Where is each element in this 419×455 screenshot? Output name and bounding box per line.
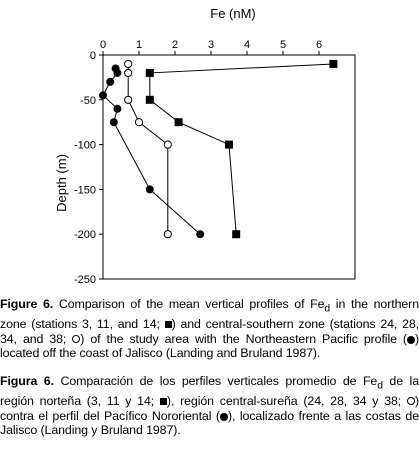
data-point-open-circle <box>164 231 171 238</box>
data-point-filled-circle <box>146 185 154 193</box>
caption-es-text-2: de la región norteña (3, 11 y 14; <box>0 374 419 409</box>
y-tick-label: -250 <box>73 274 96 286</box>
data-point-filled-circle <box>110 118 118 126</box>
data-point-square <box>146 69 154 77</box>
caption-en-text-1: Comparison of the mean vertical profiles of Fe <box>53 297 325 311</box>
filled-square-symbol <box>165 321 172 328</box>
x-tick-label: 5 <box>279 39 287 51</box>
caption-es-text-3: ), región central-sureña (24, 28, 34 y 38; <box>166 394 407 409</box>
plot-frame <box>103 55 355 279</box>
data-point-square <box>175 118 183 126</box>
filled-circle-symbol <box>407 336 415 344</box>
series-line <box>150 64 334 234</box>
y-tick-label: -50 <box>80 94 96 107</box>
filled-circle-symbol <box>220 413 228 421</box>
x-tick-label: 2 <box>171 39 179 51</box>
data-point-open-circle <box>164 141 171 148</box>
series-open-circle <box>125 60 172 237</box>
data-point-open-circle <box>125 96 132 103</box>
data-point-square <box>232 230 240 238</box>
filled-square-symbol <box>160 398 167 405</box>
x-tick-label: 4 <box>243 39 251 51</box>
data-point-square <box>329 60 337 68</box>
y-axis-label: Depth (m) <box>54 154 69 212</box>
caption-en-text-5: ) located off the coast of Jalisco (Landing and Bruland 1987). <box>0 331 419 361</box>
caption-es-sub: d <box>377 380 383 392</box>
data-point-square <box>146 96 154 104</box>
data-point-filled-circle <box>99 91 107 99</box>
x-tick-label: 6 <box>315 39 323 51</box>
series-layer <box>99 60 337 238</box>
x-tick-label: 1 <box>135 39 143 51</box>
caption-spanish <box>0 374 419 438</box>
open-circle-symbol <box>407 397 415 405</box>
series-line <box>128 64 168 234</box>
series-line <box>103 68 200 234</box>
caption-es-text-4: ) contra el perfil del Pacífico Nororiental ( <box>0 394 419 423</box>
caption-es-text-1: Comparación de los perfiles verticales promedio de Fe <box>53 374 378 388</box>
data-point-filled-circle <box>196 230 204 238</box>
x-tick-label: 3 <box>207 39 215 51</box>
y-tick-label: 0 <box>89 50 96 62</box>
caption-en-label: Figure 6. <box>0 297 54 311</box>
caption-english <box>0 297 419 361</box>
y-tick-label: -150 <box>73 184 96 197</box>
caption-en-sub: d <box>324 303 331 315</box>
caption-es-text-5: ), localizado frente a las costas de Jalisco (Landing y Bruland 1987). <box>0 408 419 438</box>
x-tick-label: 0 <box>99 39 107 51</box>
data-point-open-circle <box>125 69 132 76</box>
caption-en-text-3: ) and central-southern zone (stations 24, 28, 34, and 38; <box>0 317 419 346</box>
y-tick-label: -100 <box>73 139 96 152</box>
series-filled-circle <box>99 64 204 238</box>
caption-es-label: Figura 6. <box>0 374 54 388</box>
data-point-open-circle <box>125 60 132 67</box>
caption-en-text-2: in the northern zone (stations 3, 11, and 14; <box>0 297 419 332</box>
caption-en-text-4: ) of the study area with the Northeastern Pacific profile ( <box>80 331 407 346</box>
y-tick-label: -200 <box>73 229 96 242</box>
data-point-square <box>225 141 233 149</box>
data-point-filled-circle <box>106 78 114 86</box>
x-axis-label: Fe (nM) <box>210 6 256 21</box>
data-point-open-circle <box>135 119 142 126</box>
data-point-filled-circle <box>113 105 121 113</box>
data-point-filled-circle <box>113 69 121 77</box>
